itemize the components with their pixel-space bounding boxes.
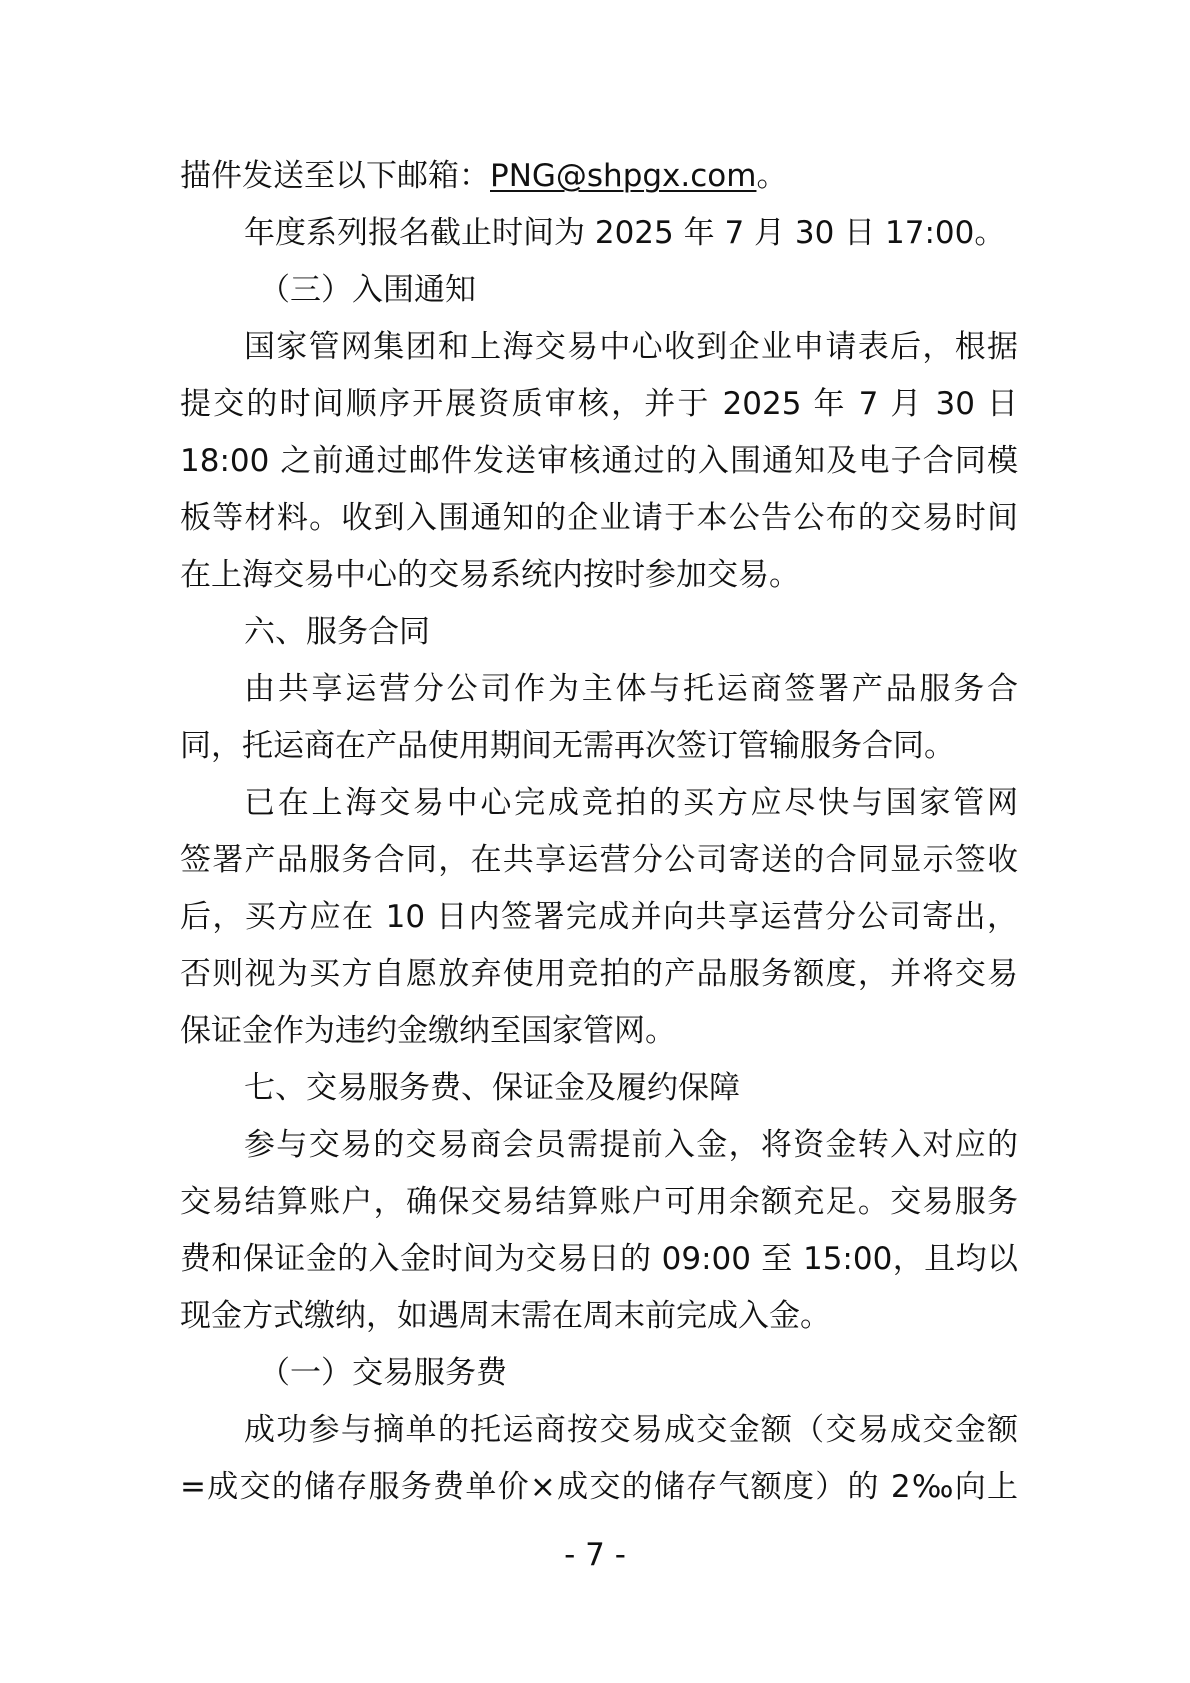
paragraph-line: =成交的储存服务费单价×成交的储存气额度）的 2‰向上 (180, 1469, 1018, 1505)
paragraph-line: 提交的时间顺序开展资质审核，并于 2025 年 7 月 30 日 (180, 386, 1018, 422)
page-number: - 7 - (564, 1537, 626, 1573)
paragraph-line: 由共享运营分公司作为主体与托运商签署产品服务合 (244, 671, 1018, 707)
email-instruction-text: 描件发送至以下邮箱： (180, 158, 490, 194)
paragraph-line: 国家管网集团和上海交易中心收到企业申请表后，根据 (244, 329, 1018, 365)
paragraph-line: 后，买方应在 10 日内签署完成并向共享运营分公司寄出， (180, 899, 1018, 935)
paragraph-line: 同，托运商在产品使用期间无需再次签订管输服务合同。 (180, 728, 955, 764)
email-line-end: 。 (756, 158, 788, 194)
paragraph-line: 保证金作为违约金缴纳至国家管网。 (180, 1013, 676, 1049)
heading-service-contract: 六、服务合同 (244, 614, 430, 650)
paragraph-line: 18:00 之前通过邮件发送审核通过的入围通知及电子合同模 (180, 443, 1018, 479)
document-body (180, 148, 1018, 1516)
heading-shortlist-notice: （三）入围通知 (259, 272, 476, 308)
paragraph-line: 费和保证金的入金时间为交易日的 09:00 至 15:00，且均以 (180, 1241, 1018, 1277)
paragraph-line: 否则视为买方自愿放弃使用竞拍的产品服务额度，并将交易 (180, 956, 1018, 992)
paragraph-deadline: 年度系列报名截止时间为 2025 年 7 月 30 日 17:00。 (244, 215, 1006, 251)
text-line-email (180, 148, 1018, 205)
paragraph-line: 在上海交易中心的交易系统内按时参加交易。 (180, 557, 800, 593)
paragraph-line: 已在上海交易中心完成竞拍的买方应尽快与国家管网 (244, 785, 1018, 821)
heading-trading-fee: （一）交易服务费 (259, 1355, 507, 1391)
paragraph-line: 现金方式缴纳，如遇周末需在周末前完成入金。 (180, 1298, 831, 1334)
paragraph-line: 板等材料。收到入围通知的企业请于本公告公布的交易时间 (180, 500, 1018, 536)
heading-fees-deposit: 七、交易服务费、保证金及履约保障 (244, 1070, 740, 1106)
email-link[interactable]: PNG@shpgx.com (490, 158, 757, 194)
paragraph-line: 成功参与摘单的托运商按交易成交金额（交易成交金额 (244, 1412, 1018, 1448)
paragraph-line: 交易结算账户，确保交易结算账户可用余额充足。交易服务 (180, 1184, 1018, 1220)
paragraph-line: 参与交易的交易商会员需提前入金，将资金转入对应的 (244, 1127, 1018, 1163)
paragraph-line: 签署产品服务合同，在共享运营分公司寄送的合同显示签收 (180, 842, 1018, 878)
